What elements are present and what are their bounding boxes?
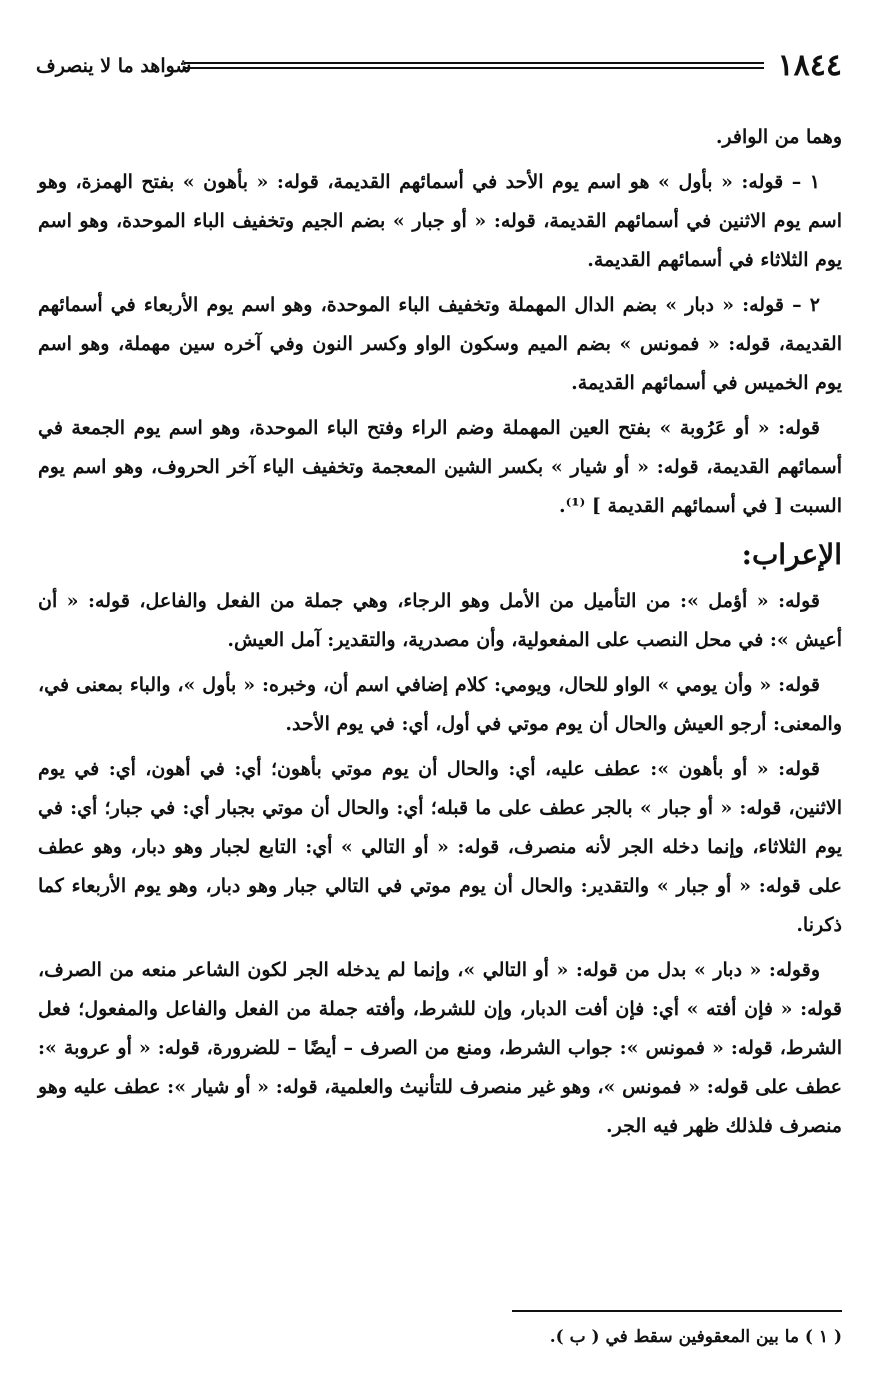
section-heading-irab: الإعراب: xyxy=(741,538,842,571)
irab-paragraph-2: قوله: « وأن يومي » الواو للحال، ويومي: كلام إضافي اسم أن، وخبره: « بأول »، والباء بمعنى في، والمعنى: أرجو العيش والحال أن يوم موتي في أول، أي: في يوم الأحد. xyxy=(38,674,842,735)
header-double-rule xyxy=(184,62,764,69)
page-header xyxy=(36,46,842,86)
page-number: ١٨٤٤ xyxy=(777,48,842,83)
running-title: شواهد ما لا ينصرف xyxy=(36,55,192,77)
paragraph-1: ١ – قوله: « بأول » هو اسم يوم الأحد في أسمائهم القديمة، قوله: « بأهون » بفتح الهمزة، وهو اسم يوم الاثنين في أسمائهم القديمة، قوله: « أو جبار » بضم الجيم وتخفيف الباء الموحدة، وهو اسم يوم الثلاثاء في أسمائهم القديمة. xyxy=(38,171,842,271)
irab-paragraph-1: قوله: « أؤمل »: من التأميل من الأمل وهو الرجاء، وهي جملة من الفعل والفاعل، قوله: « أن أعيش »: في محل النصب على المفعولية، وأن مصدرية، والتقدير: آمل العيش. xyxy=(38,590,842,651)
irab-paragraph-3: قوله: « أو بأهون »: عطف عليه، أي: والحال أن يوم موتي بأهون؛ أي: في أهون، أي: في يوم الاثنين، قوله: « أو جبار » بالجر عطف على ما قبله؛ أي: والحال أن موتي بجبار أي: في جبار؛ أي: في يوم الثلاثاء، وإنما دخله الجر لأنه منصرف، قوله: « أو التالي » أي: التابع لجبار وهو دبار، وهو عطف على قوله: « أو جبار » والتقدير: والحال أن يوم موتي في التالي جبار وهو دبار، وهو يوم الأربعاء كما ذكرنا. xyxy=(38,758,842,936)
meter-note: وهما من الوافر. xyxy=(715,126,842,148)
main-text xyxy=(38,118,842,1152)
footnote: ( ١ ) ما بين المعقوفين سقط في ( ب ). xyxy=(549,1327,842,1347)
irab-paragraph-4: وقوله: « دبار » بدل من قوله: « أو التالي »، وإنما لم يدخله الجر لكون الشاعر منعه من الصرف، قوله: « فإن أفته » أي: فإن أفت الدبار، وإن للشرط، وأفته جملة من الفعل والفاعل والمفعول؛ فعل الشرط، قوله: « فمونس »: جواب الشرط، ومنع من الصرف – أيضًا – للضرورة، قوله: « أو عروبة »: عطف على قوله: « فمونس »، وهو غير منصرف للتأنيث والعلمية، قوله: « أو شيار »: عطف عليه وهو منصرف فلذلك ظهر فيه الجر. xyxy=(38,959,842,1137)
paragraph-3: قوله: « أو عَرُوبة » بفتح العين المهملة وضم الراء وفتح الباء الموحدة، وهو اسم يوم الجمعة في أسمائهم القديمة، قوله: « أو شيار » بكسر الشين المعجمة وتخفيف الياء آخر الحروف، وهو اسم يوم السبت [ في أسمائهم القديمة ] ⁽¹⁾. xyxy=(38,417,842,517)
footnote-divider xyxy=(512,1310,842,1312)
paragraph-2: ٢ – قوله: « دبار » بضم الدال المهملة وتخفيف الباء الموحدة، وهو اسم يوم الأربعاء في أسمائهم القديمة، قوله: « فمونس » بضم الميم وسكون الواو وكسر النون وفي آخره سين مهملة، وهو اسم يوم الخميس في أسمائهم القديمة. xyxy=(38,294,842,394)
